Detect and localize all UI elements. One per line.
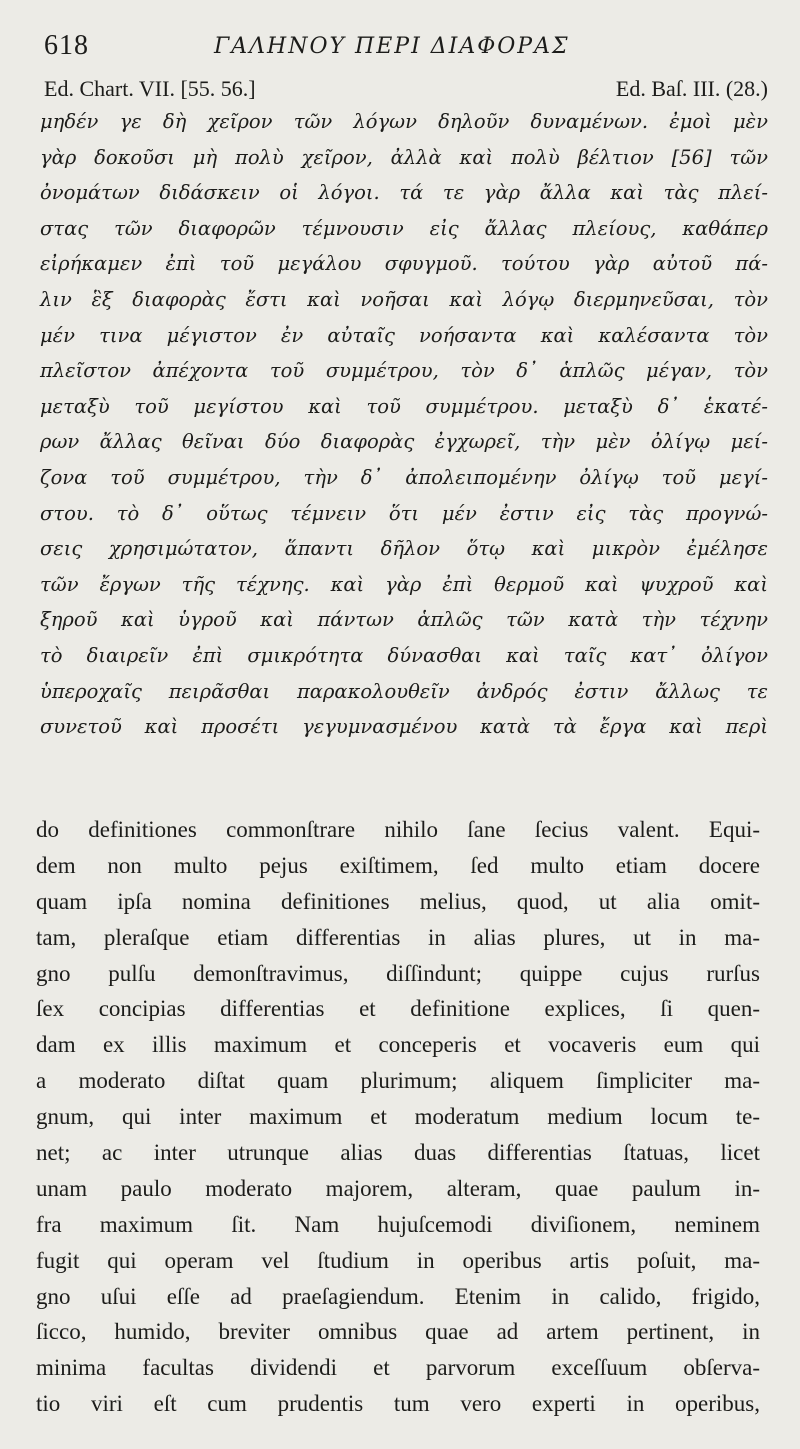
greek-line: μηδέν γε δὴ χεῖρον τῶν λόγων δηλοῦν δυναμένων. ἐμοὶ μὲν (40, 110, 768, 133)
greek-line: τὸ διαιρεῖν ἐπὶ σμικρότητα δύνασθαι καὶ ταῖς κατ᾽ ὀλίγον (40, 643, 768, 667)
page-number: 618 (44, 30, 89, 61)
latin-line: gnum, qui inter maximum et moderatum medium locum te- (36, 1104, 760, 1130)
latin-line: net; ac inter utrunque alias duas differentias ſtatuas, licet (36, 1140, 760, 1166)
greek-line: τῶν ἔργων τῆς τέχνης. καὶ γὰρ ἐπὶ θερμοῦ καὶ ψυχροῦ καὶ (40, 572, 768, 596)
greek-line: ζονα τοῦ συμμέτρου, τὴν δ᾽ ἀπολειπομένην ὀλίγῳ τοῦ μεγί- (40, 465, 768, 489)
latin-line: tam, pleraſque etiam differentias in alias plures, ut in ma- (36, 924, 760, 950)
latin-line: gno pulſu demonſtravimus, diſſindunt; quippe cujus rurſus (36, 960, 760, 986)
latin-line: fra maximum ſit. Nam hujuſcemodi diviſionem, neminem (36, 1211, 760, 1237)
greek-line: πλεῖστον ἀπέχοντα τοῦ συμμέτρου, τὸν δ᾽ ἁπλῶς μέγαν, τὸν (40, 359, 768, 383)
greek-line: στας τῶν διαφορῶν τέμνουσιν εἰς ἄλλας πλείους, καθάπερ (40, 216, 768, 240)
greek-line: μέν τινα μέγιστον ἐν αὐταῖς νοήσαντα καὶ καλέσαντα τὸν (40, 323, 768, 347)
latin-line: dam ex illis maximum et conceperis et vocaveris eum qui (36, 1032, 760, 1058)
greek-line: ὑπεροχαῖς πειρᾶσθαι παρακολουθεῖν ἀνδρός ἐστιν ἄλλως τε (40, 679, 768, 703)
edition-references (44, 76, 768, 104)
greek-line: σεις χρησιμώτατον, ἅπαντι δῆλον ὅτῳ καὶ μικρὸν ἐμέλησε (40, 537, 768, 561)
greek-line: γὰρ δοκοῦσι μὴ πολὺ χεῖρον, ἀλλὰ καὶ πολὺ βέλτιον [56] τῶν (40, 145, 768, 169)
greek-line: ρων ἄλλας θεῖναι δύο διαφορὰς ἐγχωρεῖ, τὴν μὲν ὀλίγῳ μεί- (40, 430, 768, 454)
latin-line: a moderato diſtat quam plurimum; aliquem ſimpliciter ma- (36, 1068, 760, 1094)
latin-line: dem non multo pejus exiſtimem, ſed multo etiam docere (36, 852, 760, 878)
greek-line: ξηροῦ καὶ ὑγροῦ καὶ πάντων ἁπλῶς τῶν κατὰ τὴν τέχνην (40, 608, 768, 632)
greek-line: ὀνομάτων διδάσκειν οἱ λόγοι. τά τε γὰρ ἄλλα καὶ τὰς πλεί- (40, 181, 768, 205)
greek-text-block (40, 104, 768, 745)
greek-line: λιν ἓξ διαφορὰς ἔστι καὶ νοῆσαι καὶ λόγῳ διερμηνεῦσαι, τὸν (40, 287, 768, 311)
latin-line: minima facultas dividendi et parvorum exceſſuum obſerva- (36, 1355, 760, 1381)
latin-line: ſex concipias differentias et definitione explices, ſi quen- (36, 996, 760, 1022)
latin-line: ſicco, humido, breviter omnibus quae ad artem pertinent, in (36, 1319, 760, 1345)
greek-line: στου. τὸ δ᾽ οὕτως τέμνειν ὅτι μέν ἐστιν εἰς τὰς προγνώ- (40, 501, 768, 525)
latin-line: fugit qui operam vel ſtudium in operibus artis poſuit, ma- (36, 1247, 760, 1273)
latin-line: quam ipſa nomina definitiones melius, quod, ut alia omit- (36, 888, 760, 914)
latin-text-block (36, 812, 760, 1422)
latin-line: gno uſui eſſe ad praeſagiendum. Etenim in calido, frigido, (36, 1283, 760, 1309)
latin-line: do definitiones commonſtrare nihilo ſane ſecius valent. Equi- (36, 817, 760, 842)
page-header (44, 26, 768, 66)
greek-line: μεταξὺ τοῦ μεγίστου καὶ τοῦ συμμέτρου. μεταξὺ δ᾽ ἑκατέ- (40, 394, 768, 418)
running-title: ΓΑΛΗΝΟΥ ΠΕΡΙ ΔΙΑΦΟΡΑΣ (214, 34, 570, 59)
greek-line: συνετοῦ καὶ προσέτι γεγυμνασμένου κατὰ τὰ ἔργα καὶ περὶ (40, 715, 768, 739)
edition-basel-reference: Ed. Baſ. III. (28.) (615, 76, 768, 101)
greek-line: εἰρήκαμεν ἐπὶ τοῦ μεγάλου σφυγμοῦ. τούτου γὰρ αὐτοῦ πά- (40, 252, 768, 276)
latin-line: tio viri eſt cum prudentis tum vero experti in operibus, (36, 1391, 760, 1417)
edition-chartier-reference: Ed. Chart. VII. [55. 56.] (44, 76, 256, 101)
latin-line: unam paulo moderato majorem, alteram, quae paulum in- (36, 1175, 760, 1201)
